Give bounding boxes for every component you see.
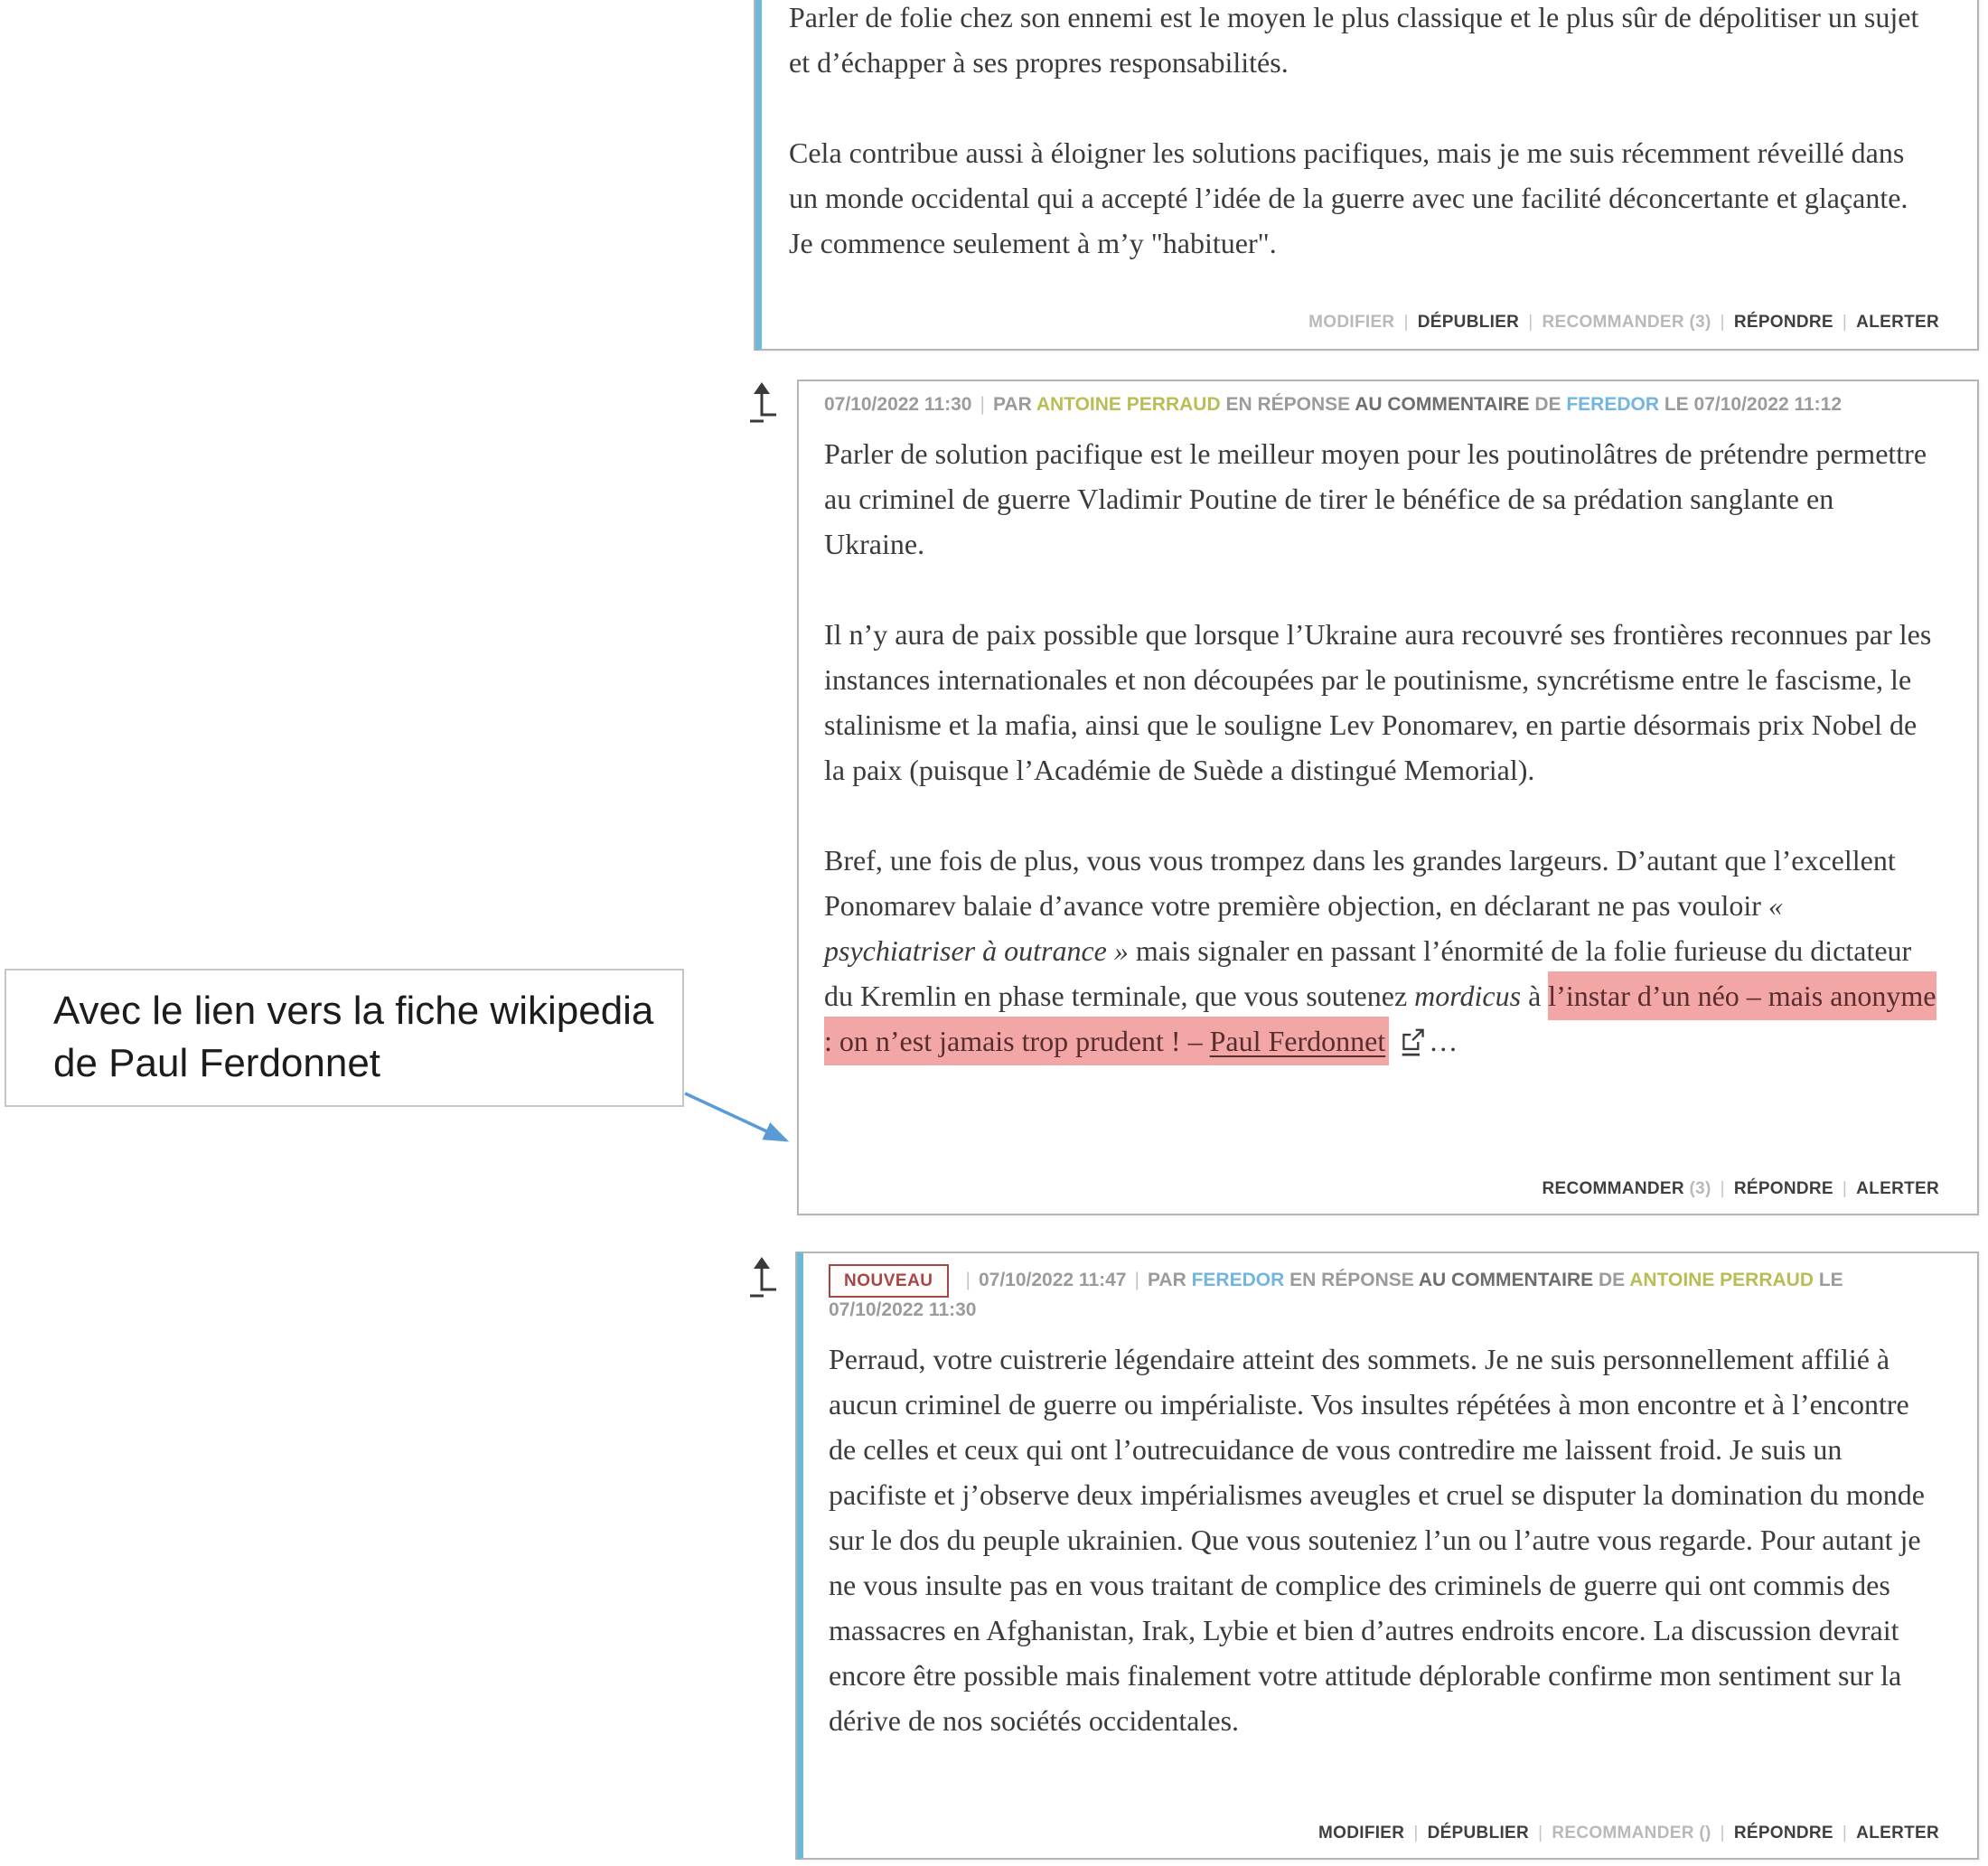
header-en-reponse-label: EN RÉPONSE — [1220, 394, 1355, 415]
footer-separator: | — [1413, 1824, 1419, 1843]
recommander-link[interactable]: RECOMMANDER — [1552, 1824, 1694, 1843]
paul-ferdonnet-link[interactable]: Paul Ferdonnet — [1209, 1025, 1386, 1057]
footer-separator: | — [1842, 1179, 1848, 1198]
header-date-ref: LE 07/10/2022 11:12 — [1659, 394, 1843, 415]
external-link-icon[interactable] — [1400, 1027, 1427, 1056]
comment-3-body — [829, 1336, 1939, 1743]
alerter-link[interactable]: ALERTER — [1856, 1179, 1939, 1198]
recommander-link[interactable]: RECOMMANDER — [1542, 1179, 1684, 1198]
go-to-parent-icon[interactable] — [748, 1255, 784, 1299]
recommander-link[interactable]: DÉPUBLIER — [1417, 313, 1520, 332]
annotation-callout — [5, 969, 684, 1107]
recommend-count: () — [1699, 1824, 1711, 1843]
recommander-link[interactable]: RECOMMANDER — [1542, 313, 1684, 332]
header-au-commentaire-label: AU COMMENTAIRE — [1355, 394, 1535, 415]
footer-separator: | — [1720, 1179, 1725, 1198]
comment-1 — [755, 0, 1979, 351]
repondre-link[interactable]: RÉPONDRE — [1733, 313, 1833, 332]
reply-to-link[interactable]: FEREDOR — [1566, 394, 1660, 415]
header-separator: | — [965, 1270, 971, 1290]
header-de-label: DE — [1534, 394, 1567, 415]
recommend-count: (3) — [1689, 313, 1711, 332]
depublier-link[interactable]: DÉPUBLIER — [1427, 1824, 1530, 1843]
header-au-commentaire-label: AU COMMENTAIRE — [1418, 1270, 1599, 1290]
reply-to-link[interactable]: ANTOINE PERRAUD — [1629, 1270, 1814, 1290]
author-link[interactable]: ANTOINE PERRAUD — [1036, 394, 1221, 415]
header-separator: | — [980, 394, 985, 415]
modifier-link[interactable]: MODIFIER — [1318, 1824, 1405, 1843]
header-separator: | — [1134, 1270, 1139, 1290]
footer-separator: | — [1720, 1824, 1725, 1843]
italic-quote: « psychiatriser à outrance » — [824, 889, 1783, 967]
highlighted-text: l’instar d’un néo – mais anonyme : on n’est jamais trop prudent ! – Paul Ferdonnet — [824, 971, 1936, 1065]
recommend-count: (3) — [1689, 1179, 1711, 1198]
header-par-label: PAR — [1147, 1270, 1192, 1290]
go-to-parent-icon[interactable] — [748, 380, 784, 424]
comment-2-footer — [824, 1179, 1939, 1199]
footer-separator: | — [1720, 313, 1725, 332]
footer-separator: | — [1538, 1824, 1543, 1843]
footer-separator: | — [1842, 1824, 1848, 1843]
comment-1-footer — [789, 313, 1939, 333]
annotation-arrow-icon — [676, 1081, 830, 1180]
comment-timestamp: 07/10/2022 11:47 — [978, 1270, 1127, 1290]
comment-paragraph: Perraud, votre cuistrerie légendaire atteint des sommets. Je ne suis personnellement affilié à aucun criminel de guerre ou impérialiste. Vos insultes répétées à mon encontre et à l’encontre de celles et ceux qui ont l’outrecuidance de vous contredire me laissent froid. Je suis un pacifiste et j’observe deux impérialismes aveugles et cruel se disputer la domination du monde sur le dos du peuple ukrainien. Que vous souteniez l’un ou l’autre vous regarde. Pour autant je ne vous insulte pas en vous traitant de complice des criminels de guerre qui ont commis des massacres en Afghanistan, Irak, Lybie et bien d’autres endroits encore. La discussion devrait encore être possible mais finalement votre attitude déplorable confirme mon sentiment sur la dérive de nos sociétés occidentales. — [829, 1343, 1925, 1737]
annotation-text: Avec le lien vers la fiche wikipedia de Paul Ferdonnet — [53, 989, 654, 1085]
comment-paragraph: Bref, une fois de plus, vous vous trompez dans les grandes largeurs. D’autant que l’excellent Ponomarev balaie d’avance votre première objection, en déclarant ne pas vouloir « psychiatriser à outrance » mais signaler en passant l’énormité de la folie furieuse du dictateur du Kremlin en phase terminale, que vous soutenez mordicus à l’instar d’un néo – mais anonyme : on n’est jamais trop prudent ! – Paul Ferdonnet … — [824, 838, 1939, 1064]
comment-1-body — [789, 0, 1939, 266]
modifier-link[interactable]: MODIFIER — [1308, 313, 1395, 332]
footer-separator: | — [1842, 313, 1848, 332]
comment-paragraph: Parler de folie chez son ennemi est le moyen le plus classique et le plus sûr de dépolitiser un sujet et d’échapper à ses propres responsabilités. — [789, 1, 1919, 79]
alerter-link[interactable]: ALERTER — [1856, 1824, 1939, 1843]
footer-separator: | — [1528, 313, 1533, 332]
comment-paragraph: Cela contribue aussi à éloigner les solutions pacifiques, mais je me suis récemment réveillé dans un monde occidental qui a accepté l’idée de la guerre avec une facilité déconcertante et glaçante. Je commence seulement à m’y "habituer". — [789, 136, 1908, 259]
comment-paragraph: Il n’y aura de paix possible que lorsque l’Ukraine aura recouvré ses frontières reconnues par les instances internationales et non découpées par le poutinisme, syncrétisme entre le fascisme, le stalinisme et la mafia, ainsi que le souligne Lev Ponomarev, en partie désormais prix Nobel de la paix (puisque l’Académie de Suède a distingué Memorial). — [824, 618, 1932, 786]
header-par-label: PAR — [992, 394, 1036, 415]
author-link[interactable]: FEREDOR — [1191, 1270, 1285, 1290]
italic-word: mordicus — [1414, 980, 1522, 1012]
truncation-ellipsis: … — [1429, 1025, 1460, 1057]
comment-2-header — [824, 392, 1939, 417]
comment-timestamp: 07/10/2022 11:30 — [824, 394, 972, 415]
footer-separator: | — [1403, 313, 1409, 332]
header-date-ref: LE 07/10/2022 11:30 — [829, 1270, 1843, 1320]
alerter-link[interactable]: ALERTER — [1856, 313, 1939, 332]
comment-paragraph: Parler de solution pacifique est le meilleur moyen pour les poutinolâtres de prétendre permettre au criminel de guerre Vladimir Poutine de tirer le bénéfice de sa prédation sanglante en Ukraine. — [824, 437, 1927, 560]
header-de-label: DE — [1598, 1270, 1630, 1290]
comment-3-header — [829, 1264, 1939, 1322]
comment-3-footer — [829, 1824, 1939, 1843]
repondre-link[interactable]: RÉPONDRE — [1733, 1824, 1833, 1843]
comment-2 — [797, 380, 1979, 1215]
comment-2-body — [824, 431, 1939, 1064]
comment-3 — [797, 1252, 1979, 1860]
header-en-reponse-label: EN RÉPONSE — [1284, 1270, 1419, 1290]
nouveau-badge: NOUVEAU — [829, 1264, 949, 1298]
repondre-link[interactable]: RÉPONDRE — [1733, 1179, 1833, 1198]
